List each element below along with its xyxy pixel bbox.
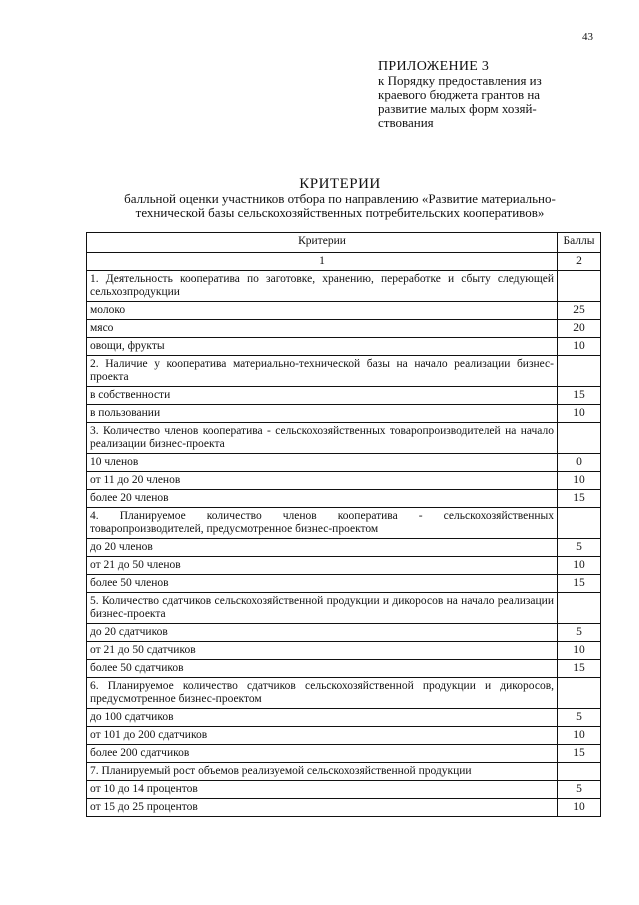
appendix-line: краевого бюджета грантов на bbox=[378, 87, 541, 102]
table-row bbox=[87, 660, 601, 678]
criterion-label: до 20 членов bbox=[87, 539, 558, 557]
table-row bbox=[87, 799, 601, 817]
criterion-points: 15 bbox=[558, 575, 601, 593]
table-row bbox=[87, 472, 601, 490]
table-row bbox=[87, 642, 601, 660]
criterion-points: 5 bbox=[558, 539, 601, 557]
table-section-row bbox=[87, 763, 601, 781]
section-title: 6. Планируемое количество сдатчиков сельскохозяйственной продукции и дикоросов, предусмотренное бизнес-проектом bbox=[87, 678, 558, 709]
criterion-points: 10 bbox=[558, 557, 601, 575]
table-row bbox=[87, 575, 601, 593]
criterion-label: овощи, фрукты bbox=[87, 338, 558, 356]
criterion-points: 25 bbox=[558, 302, 601, 320]
section-points-empty bbox=[558, 271, 601, 302]
section-title: 7. Планируемый рост объемов реализуемой сельскохозяйственной продукции bbox=[87, 763, 558, 781]
criterion-label: мясо bbox=[87, 320, 558, 338]
section-points-empty bbox=[558, 508, 601, 539]
criteria-table bbox=[86, 232, 601, 817]
section-title: 3. Количество членов кооператива - сельскохозяйственных товаропроизводителей на начало реализации бизнес-проекта bbox=[87, 423, 558, 454]
section-title: 1. Деятельность кооператива по заготовке, хранению, переработке и сбыту следующей сельхозпродукции bbox=[87, 271, 558, 302]
title-main: КРИТЕРИИ bbox=[299, 176, 381, 192]
criterion-points: 20 bbox=[558, 320, 601, 338]
table-header-row bbox=[87, 233, 601, 253]
criterion-points: 5 bbox=[558, 781, 601, 799]
criterion-points: 15 bbox=[558, 387, 601, 405]
table-section-row bbox=[87, 423, 601, 454]
criterion-label: молоко bbox=[87, 302, 558, 320]
section-title: 5. Количество сдатчиков сельскохозяйственной продукции и дикоросов на начало реализации бизнес-проекта bbox=[87, 593, 558, 624]
criteria-table-body bbox=[87, 253, 601, 817]
column-number: 1 bbox=[87, 253, 558, 271]
column-number-row bbox=[87, 253, 601, 271]
table-section-row bbox=[87, 678, 601, 709]
criterion-points: 10 bbox=[558, 642, 601, 660]
appendix-block bbox=[378, 60, 588, 130]
table-row bbox=[87, 727, 601, 745]
table-row bbox=[87, 320, 601, 338]
criterion-label: более 200 сдатчиков bbox=[87, 745, 558, 763]
section-points-empty bbox=[558, 356, 601, 387]
table-row bbox=[87, 557, 601, 575]
table-section-row bbox=[87, 271, 601, 302]
table-section-row bbox=[87, 593, 601, 624]
criterion-label: от 15 до 25 процентов bbox=[87, 799, 558, 817]
section-points-empty bbox=[558, 593, 601, 624]
table-row bbox=[87, 338, 601, 356]
criterion-points: 5 bbox=[558, 624, 601, 642]
table-row bbox=[87, 454, 601, 472]
criterion-label: от 101 до 200 сдатчиков bbox=[87, 727, 558, 745]
criterion-label: более 50 членов bbox=[87, 575, 558, 593]
criterion-label: до 100 сдатчиков bbox=[87, 709, 558, 727]
criterion-points: 10 bbox=[558, 799, 601, 817]
table-row bbox=[87, 624, 601, 642]
column-header-points: Баллы bbox=[558, 233, 601, 253]
table-row bbox=[87, 405, 601, 423]
table-row bbox=[87, 539, 601, 557]
table-section-row bbox=[87, 356, 601, 387]
criterion-label: от 21 до 50 членов bbox=[87, 557, 558, 575]
criterion-points: 5 bbox=[558, 709, 601, 727]
section-title: 4. Планируемое количество членов кооператива - сельскохозяйственных товаропроизводителей, предусмотренное бизнес-проектом bbox=[87, 508, 558, 539]
appendix-line: ствования bbox=[378, 115, 434, 130]
table-section-row bbox=[87, 508, 601, 539]
page-number: 43 bbox=[582, 31, 593, 43]
appendix-line: к Порядку предоставления из bbox=[378, 73, 542, 88]
section-points-empty bbox=[558, 423, 601, 454]
table-row bbox=[87, 387, 601, 405]
criterion-points: 0 bbox=[558, 454, 601, 472]
criterion-points: 10 bbox=[558, 727, 601, 745]
criterion-label: от 11 до 20 членов bbox=[87, 472, 558, 490]
section-points-empty bbox=[558, 678, 601, 709]
table-row bbox=[87, 709, 601, 727]
appendix-title: ПРИЛОЖЕНИЕ 3 bbox=[378, 59, 490, 74]
document-title bbox=[60, 176, 620, 220]
criterion-points: 15 bbox=[558, 745, 601, 763]
criterion-label: от 21 до 50 сдатчиков bbox=[87, 642, 558, 660]
table-row bbox=[87, 490, 601, 508]
criterion-points: 10 bbox=[558, 405, 601, 423]
section-points-empty bbox=[558, 763, 601, 781]
criterion-points: 10 bbox=[558, 472, 601, 490]
appendix-line: развитие малых форм хозяй- bbox=[378, 101, 537, 116]
criterion-label: более 20 членов bbox=[87, 490, 558, 508]
criterion-label: 10 членов bbox=[87, 454, 558, 472]
criterion-points: 10 bbox=[558, 338, 601, 356]
column-header-criteria: Критерии bbox=[87, 233, 558, 253]
criterion-label: до 20 сдатчиков bbox=[87, 624, 558, 642]
criterion-points: 15 bbox=[558, 490, 601, 508]
title-subtitle-line: балльной оценки участников отбора по направлению «Развитие материально- bbox=[124, 191, 556, 206]
section-title: 2. Наличие у кооператива материально-технической базы на начало реализации бизнес-проекта bbox=[87, 356, 558, 387]
criterion-label: от 10 до 14 процентов bbox=[87, 781, 558, 799]
criterion-points: 15 bbox=[558, 660, 601, 678]
criterion-label: в собственности bbox=[87, 387, 558, 405]
title-subtitle-line: технической базы сельскохозяйственных потребительских кооперативов» bbox=[135, 205, 545, 220]
table-row bbox=[87, 302, 601, 320]
criterion-label: более 50 сдатчиков bbox=[87, 660, 558, 678]
column-number: 2 bbox=[558, 253, 601, 271]
table-row bbox=[87, 781, 601, 799]
criterion-label: в пользовании bbox=[87, 405, 558, 423]
table-row bbox=[87, 745, 601, 763]
